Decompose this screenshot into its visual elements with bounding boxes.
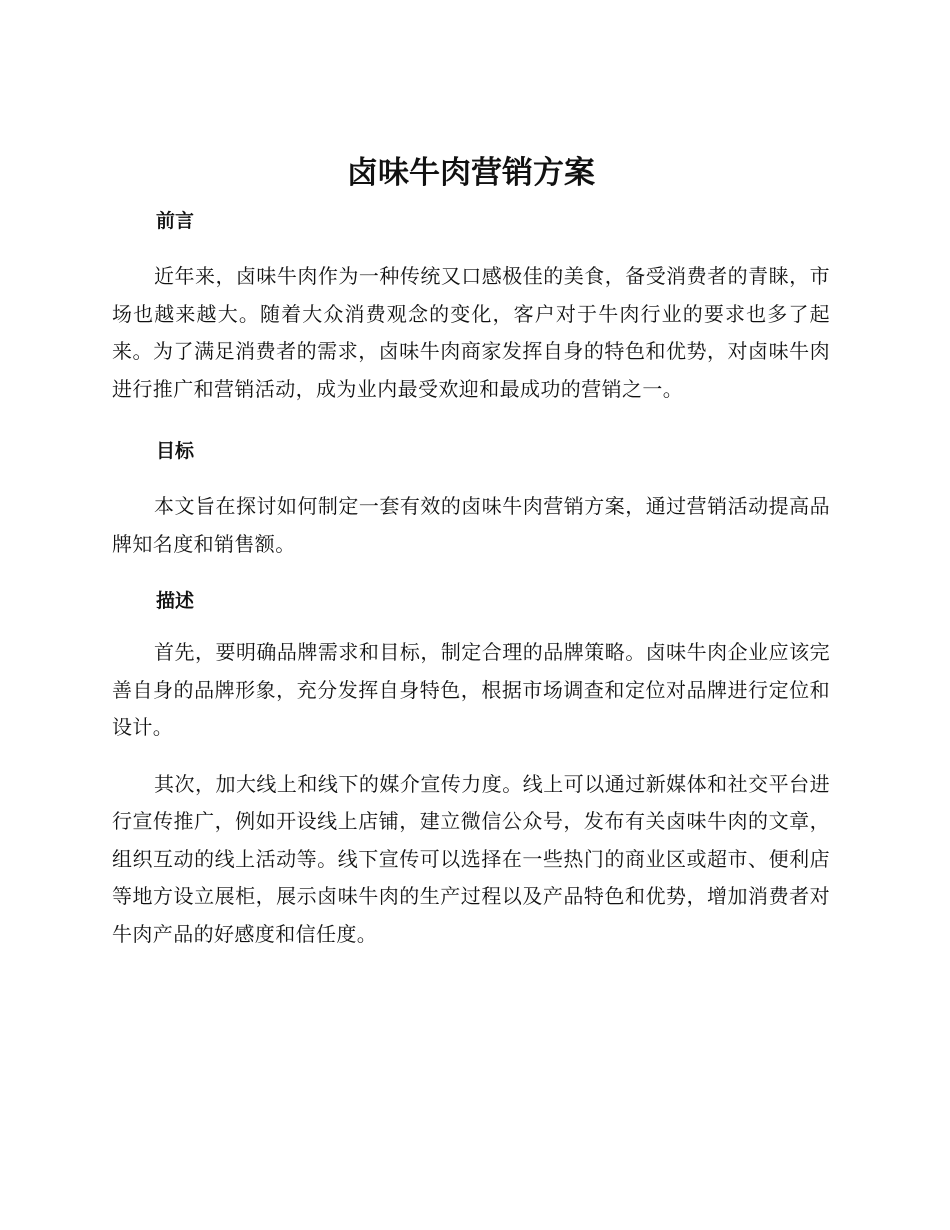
- paragraph-description-second: 其次，加大线上和线下的媒介宣传力度。线上可以通过新媒体和社交平台进行宣传推广，例如开设线上店铺，建立微信公众号，发布有关卤味牛肉的文章，组织互动的线上活动等。线下宣传可以选择在一些热门的商业区或超市、便利店等地方设立展柜，展示卤味牛肉的生产过程以及产品特色和优势，增加消费者对牛肉产品的好感度和信任度。: [112, 771, 830, 946]
- document-page: [112, 145, 830, 953]
- section-heading-goal: 目标: [156, 440, 195, 462]
- paragraph-goal: 本文旨在探讨如何制定一套有效的卤味牛肉营销方案，通过营销活动提高品牌知名度和销售额。: [112, 494, 830, 556]
- paragraph-description-first: 首先，要明确品牌需求和目标，制定合理的品牌策略。卤味牛肉企业应该完善自身的品牌形象，充分发挥自身特色，根据市场调查和定位对品牌进行定位和设计。: [112, 640, 830, 739]
- document-title: 卤味牛肉营销方案: [347, 155, 595, 191]
- section-heading-preface: 前言: [156, 210, 195, 232]
- section-heading-description: 描述: [156, 590, 195, 612]
- paragraph-preface: 近年来，卤味牛肉作为一种传统又口感极佳的美食，备受消费者的青睐，市场也越来越大。随着大众消费观念的变化，客户对于牛肉行业的要求也多了起来。为了满足消费者的需求，卤味牛肉商家发挥自身的特色和优势，对卤味牛肉进行推广和营销活动，成为业内最受欢迎和最成功的营销之一。: [112, 264, 830, 401]
